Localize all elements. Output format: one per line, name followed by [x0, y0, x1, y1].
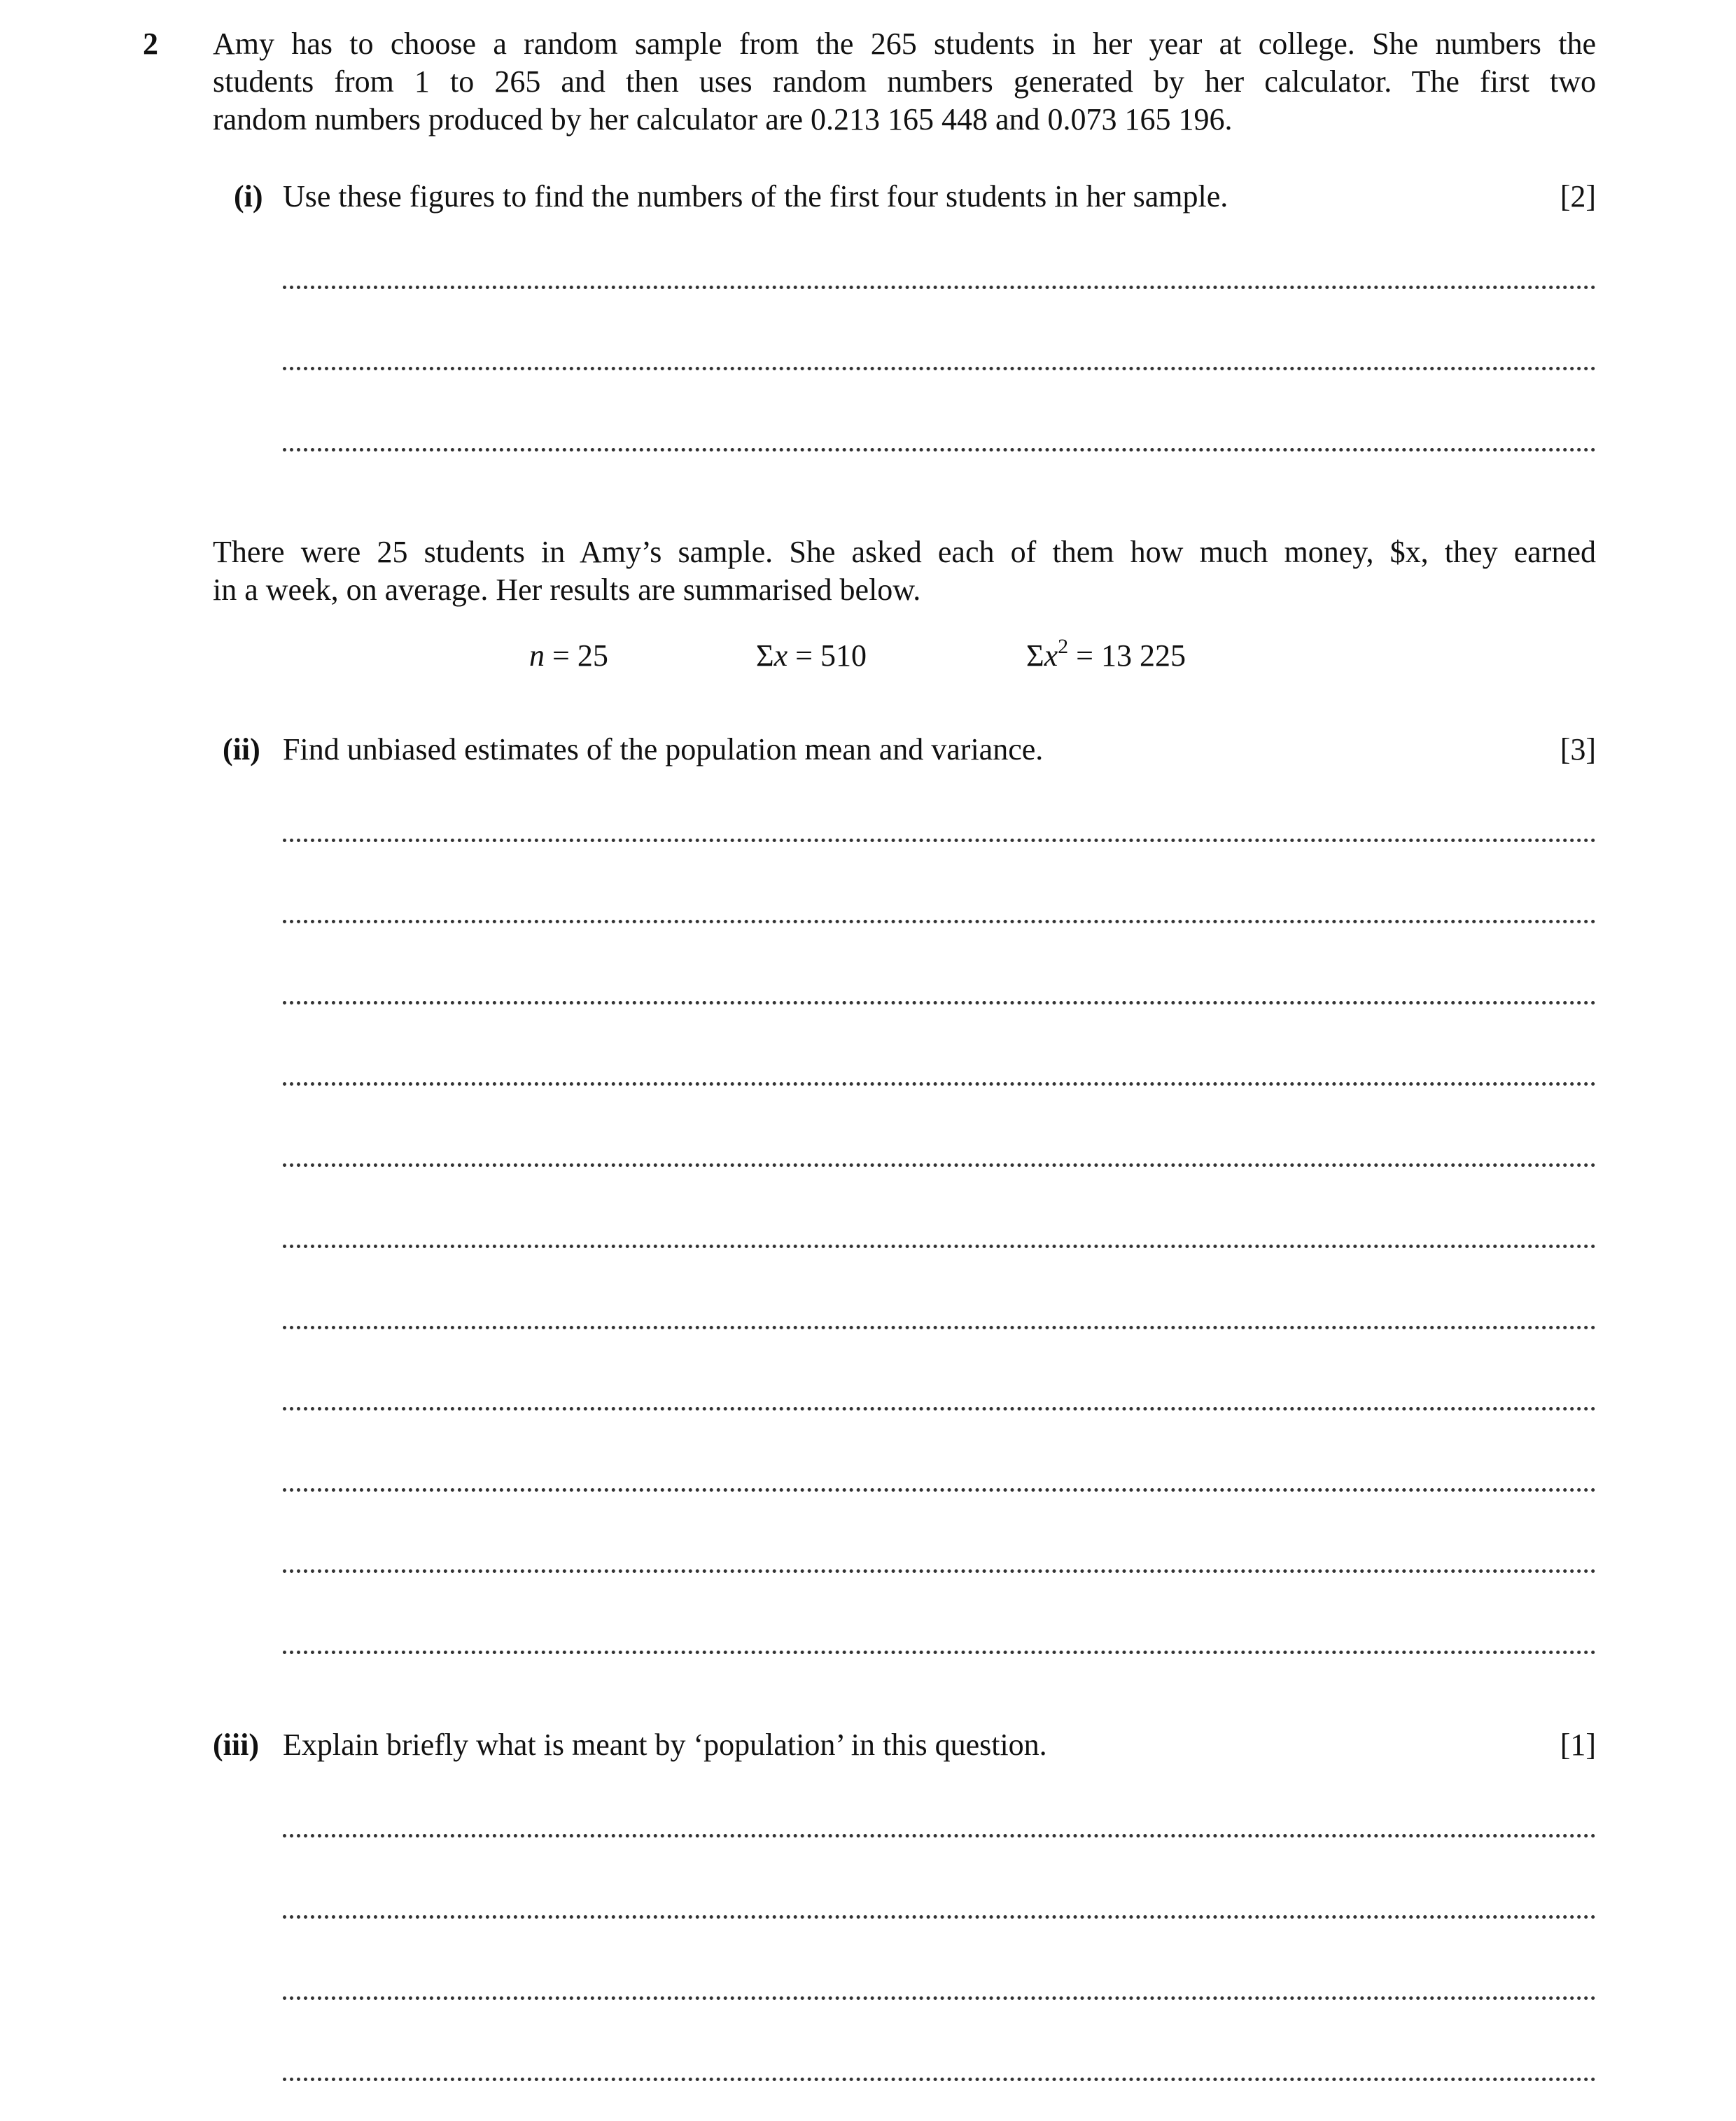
- answer-line[interactable]: [283, 1834, 1596, 1837]
- answer-line[interactable]: [283, 1407, 1596, 1410]
- part-ii-text: Find unbiased estimates of the population mean and variance.: [283, 732, 1044, 766]
- answer-line[interactable]: [283, 286, 1596, 289]
- answer-line[interactable]: [283, 1996, 1596, 2000]
- answer-line[interactable]: [283, 1488, 1596, 1492]
- exponent: 2: [1058, 635, 1069, 658]
- var-n: n: [529, 638, 545, 673]
- answer-line[interactable]: [283, 1651, 1596, 1654]
- question-context: [213, 533, 1596, 609]
- answer-line[interactable]: [283, 1915, 1596, 1919]
- answer-line[interactable]: [283, 920, 1596, 923]
- answer-line[interactable]: [283, 367, 1596, 370]
- part-ii-label: (ii): [223, 732, 260, 766]
- answer-line[interactable]: [283, 1163, 1596, 1167]
- part-i-text: Use these figures to find the numbers of the first four students in her sample.: [283, 179, 1228, 214]
- sum-x2-value: = 13 225: [1068, 638, 1186, 673]
- part-ii: [213, 731, 1596, 769]
- answer-line[interactable]: [283, 1001, 1596, 1004]
- answer-line[interactable]: [283, 448, 1596, 451]
- summary-sum-x: [756, 637, 867, 675]
- summary-n: [529, 637, 608, 675]
- part-iii-marks: [1]: [1560, 1728, 1596, 1762]
- context-line: in a week, on average. Her results are summarised below.: [213, 573, 921, 607]
- context-line: There were 25 students in Amy’s sample. She asked each of them how much money, $x, they earned: [213, 535, 1596, 569]
- answer-line[interactable]: [283, 1569, 1596, 1573]
- part-iii-label: (iii): [213, 1728, 259, 1762]
- answer-line[interactable]: [283, 1326, 1596, 1329]
- n-value: = 25: [545, 638, 608, 673]
- sum-x-value: = 510: [788, 638, 867, 673]
- intro-line: random numbers produced by her calculator are 0.213 165 448 and 0.073 165 196.: [213, 102, 1233, 136]
- answer-line[interactable]: [283, 839, 1596, 842]
- var-x: x: [1044, 638, 1058, 673]
- intro-line: students from 1 to 265 and then uses random numbers generated by her calculator. The first two: [213, 64, 1596, 99]
- intro-line: Amy has to choose a random sample from the 265 students in her year at college. She numbers the: [213, 27, 1596, 61]
- question-number: 2: [143, 27, 158, 61]
- part-iii: [213, 1726, 1596, 1764]
- answer-line[interactable]: [283, 1245, 1596, 1248]
- part-iii-text: Explain briefly what is meant by ‘population’ in this question.: [283, 1728, 1047, 1762]
- answer-line[interactable]: [283, 1082, 1596, 1086]
- question-intro: [213, 25, 1596, 139]
- part-i: [213, 178, 1596, 216]
- sigma-symbol: Σ: [1026, 638, 1044, 673]
- part-ii-marks: [3]: [1560, 732, 1596, 766]
- part-i-label: (i): [234, 179, 263, 214]
- part-i-marks: [2]: [1560, 179, 1596, 214]
- answer-line[interactable]: [283, 2078, 1596, 2081]
- sigma-symbol: Σ: [756, 638, 774, 673]
- var-x: x: [774, 638, 788, 673]
- summary-sum-x2: [1026, 637, 1186, 675]
